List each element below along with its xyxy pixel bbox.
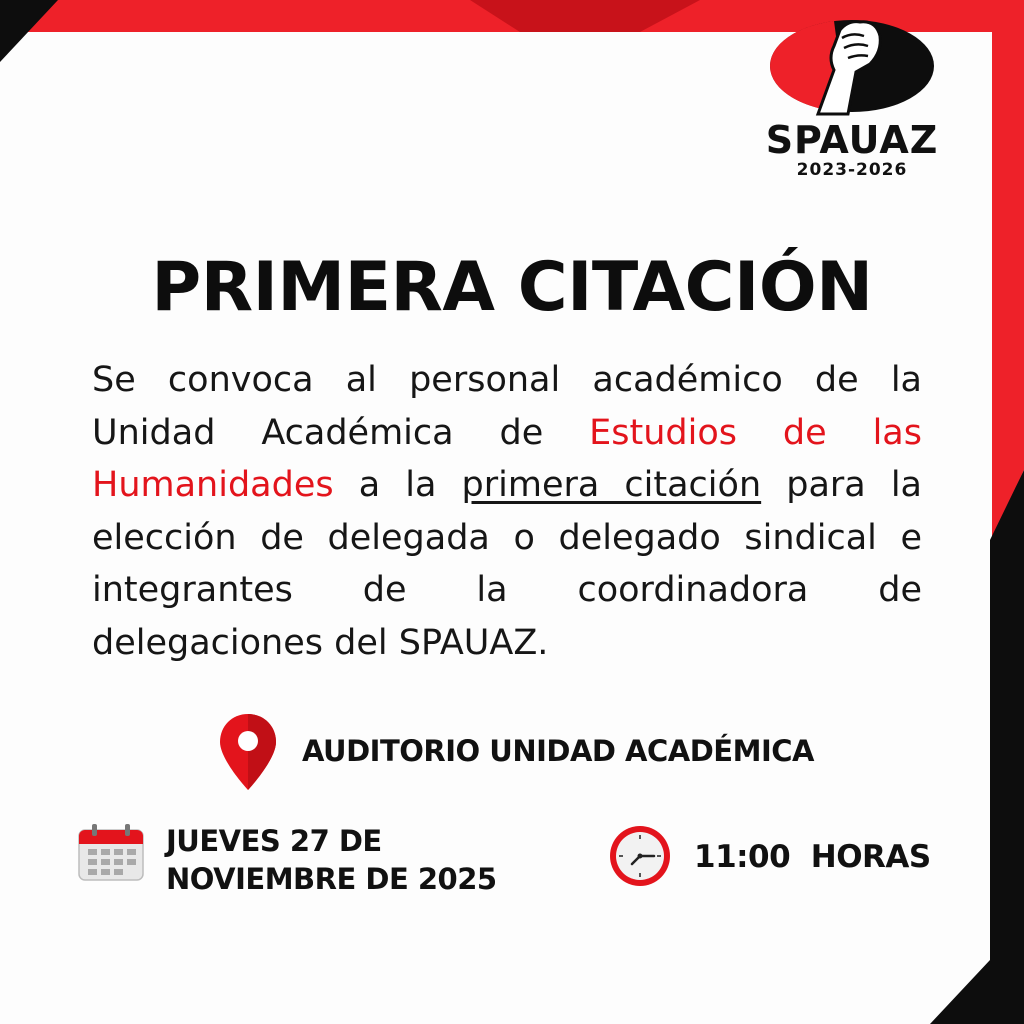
date-line-1: JUEVES 27 DE — [166, 824, 382, 858]
raised-fist-icon — [764, 14, 940, 118]
clock-icon — [608, 824, 672, 888]
body-text-part-1: Se convoca al personal académico de la Unidad Académica de — [92, 360, 922, 453]
date-text — [166, 822, 497, 898]
announcement-paragraph — [92, 354, 922, 669]
location-text: AUDITORIO UNIDAD ACADÉMICA — [302, 734, 814, 768]
map-pin-icon — [218, 712, 278, 792]
underlined-phrase: primera citación — [461, 465, 762, 505]
calendar-icon — [78, 824, 144, 882]
body-text-part-3: para la elección de delegada o delegado sindical e integrantes de la coordinadora de delegaciones del SPAUAZ. — [92, 465, 923, 663]
body-text-part-2: a la — [333, 465, 462, 505]
logo-name: SPAUAZ — [765, 118, 939, 162]
highlighted-unit-name: Estudios de las Humanidades — [92, 412, 922, 505]
time-text: 11:00 HORAS — [694, 839, 931, 875]
date-line-2: NOVIEMBRE DE 2025 — [166, 862, 497, 896]
page-title: PRIMERA CITACIÓN — [151, 248, 873, 327]
right-black-band — [930, 470, 1024, 1024]
logo-years: 2023-2026 — [796, 160, 908, 180]
spauaz-logo — [764, 14, 940, 184]
